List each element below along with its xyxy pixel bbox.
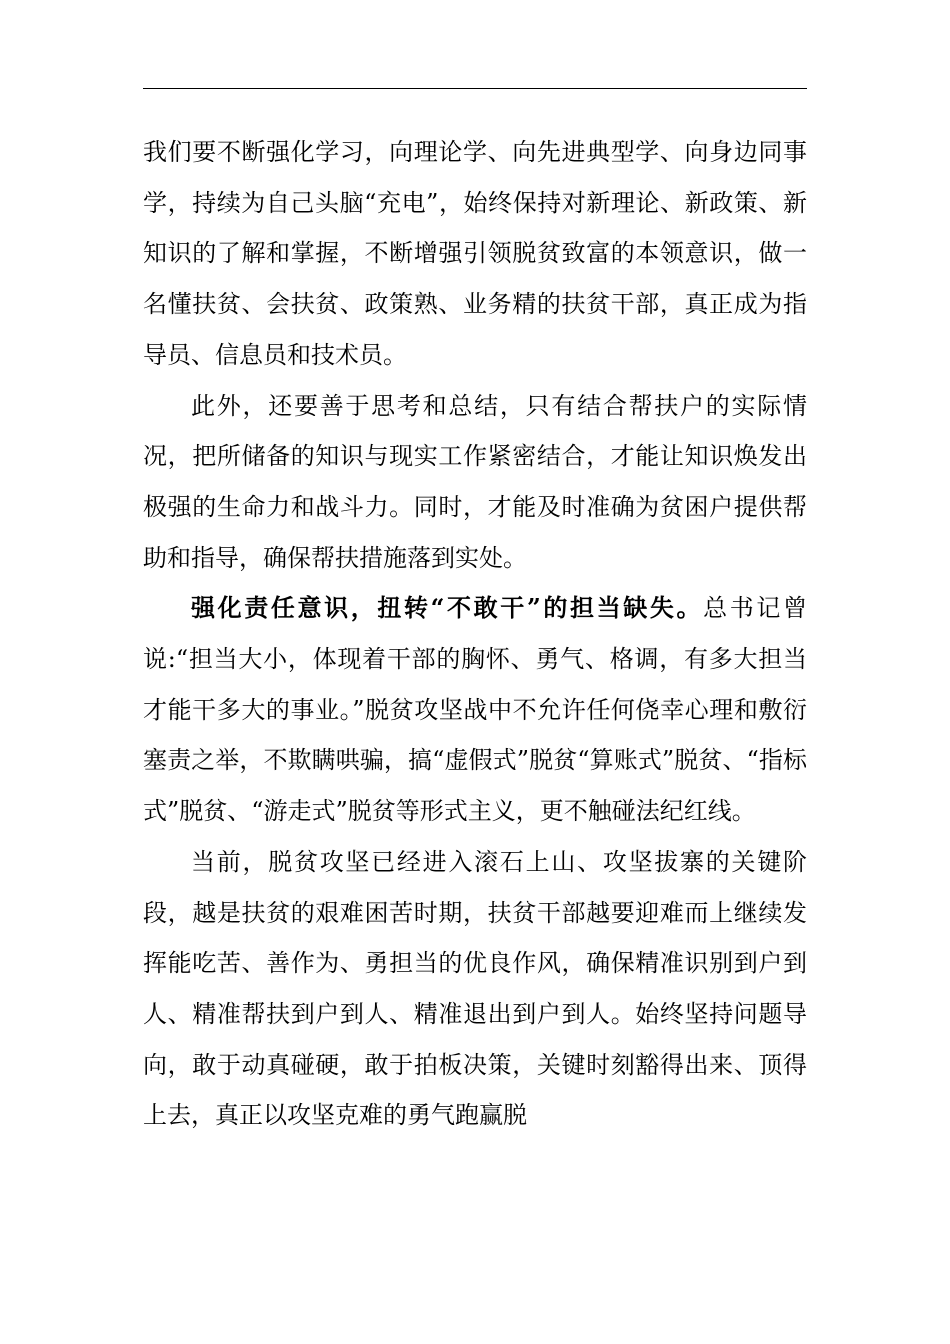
paragraph-3-text: 总书记曾说:“担当大小，体现着干部的胸怀、勇气、格调，有多大担当才能干多大的事业。”脱贫攻坚战中不允许任何侥幸心理和敷衍塞责之举，不欺瞒哄骗，搞“虚假式”脱贫“算账式”脱贫、“指标式”脱贫、“游走式”脱贫等形式主义，更不触碰法纪红线。	[143, 594, 808, 826]
paragraph-1	[143, 127, 807, 381]
document-body	[143, 127, 807, 1141]
paragraph-3-bold-lead: 强化责任意识，扭转“不敢干”的担当缺失。	[191, 593, 704, 623]
paragraph-4	[143, 837, 807, 1141]
paragraph-3	[143, 583, 807, 837]
paragraph-1-text: 我们要不断强化学习，向理论学、向先进典型学、向身边同事学，持续为自己头脑“充电”，始终保持对新理论、新政策、新知识的了解和掌握，不断增强引领脱贫致富的本领意识，做一名懂扶贫、会扶贫、政策熟、业务精的扶贫干部，真正成为指导员、信息员和技术员。	[143, 138, 807, 369]
paragraph-2	[143, 381, 807, 584]
paragraph-4-text: 当前，脱贫攻坚已经进入滚石上山、攻坚拔寨的关键阶段，越是扶贫的艰难困苦时期，扶贫干部越要迎难而上继续发挥能吃苦、善作为、勇担当的优良作风，确保精准识别到户到人、精准帮扶到户到人、精准退出到户到人。始终坚持问题导向，敢于动真碰硬，敢于拍板决策，关键时刻豁得出来、顶得上去，真正以攻坚克难的勇气跑赢脱	[143, 847, 807, 1130]
paragraph-2-text: 此外，还要善于思考和总结，只有结合帮扶户的实际情况，把所储备的知识与现实工作紧密结合，才能让知识焕发出极强的生命力和战斗力。同时，才能及时准确为贫困户提供帮助和指导，确保帮扶措施落到实处。	[143, 391, 807, 572]
header-rule	[143, 88, 807, 89]
